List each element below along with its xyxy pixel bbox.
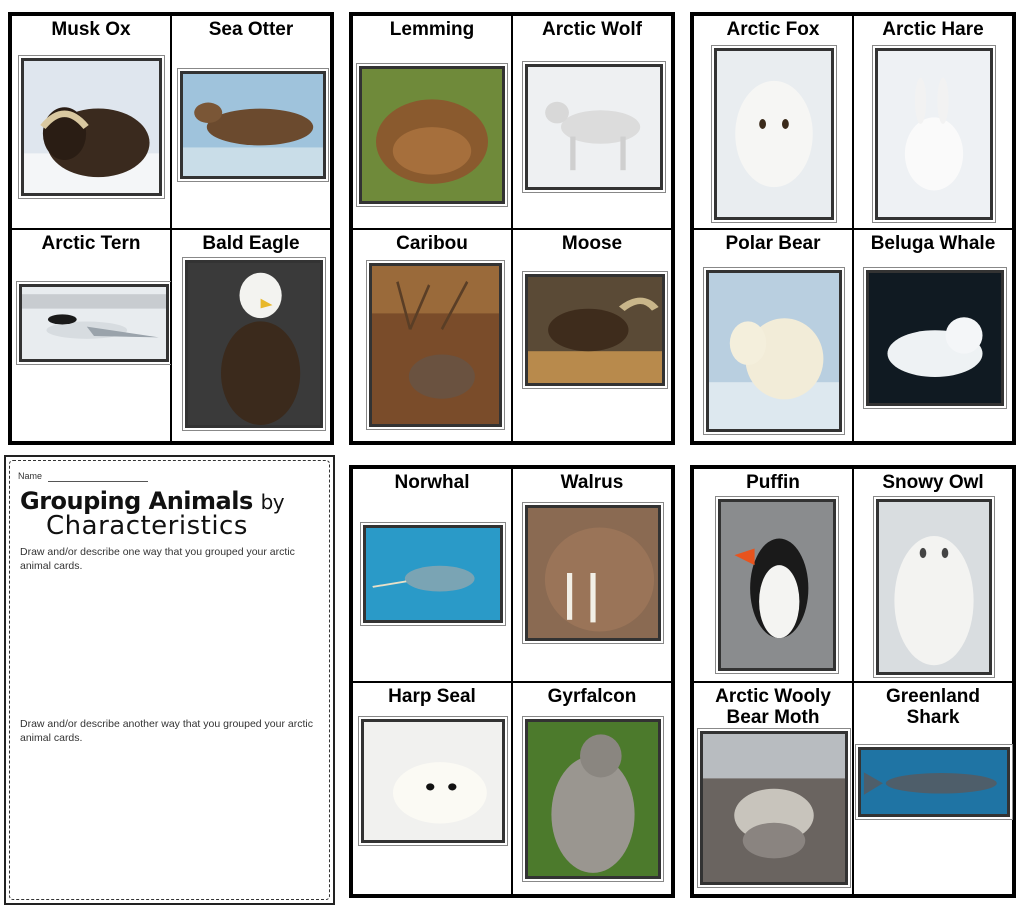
card-title: Gyrfalcon (547, 685, 637, 707)
card-title: Arctic Wooly Bear Moth (715, 685, 831, 728)
card-musk-ox (11, 15, 171, 229)
moose-photo (525, 274, 665, 386)
lemming-photo (359, 66, 505, 204)
harp-seal-photo (361, 719, 505, 843)
name-line (48, 481, 148, 482)
snowy-owl-photo (876, 499, 992, 675)
card-title: Polar Bear (725, 232, 821, 254)
card-polar-bear (693, 229, 853, 443)
card-title: Bald Eagle (202, 232, 300, 254)
norwhal-photo (363, 525, 503, 623)
polar-bear-photo (706, 270, 842, 432)
card-sea-otter (171, 15, 331, 229)
musk-ox-photo (21, 58, 162, 196)
card-title: Snowy Owl (882, 472, 984, 493)
caribou-photo (369, 263, 502, 427)
greenland-shark-photo (858, 747, 1010, 817)
title-word-1: Grouping Animals (20, 487, 253, 515)
card-title: Lemming (389, 19, 475, 40)
card-lemming (352, 15, 512, 229)
puffin-photo (718, 499, 836, 671)
card-beluga-whale (853, 229, 1013, 443)
card-title: Walrus (560, 472, 624, 493)
card-arctic-wooly-bear-moth (693, 682, 853, 896)
card-moose (512, 229, 672, 443)
beluga-whale-photo (866, 270, 1004, 406)
card-title: Greenland Shark (886, 685, 980, 728)
card-title: Puffin (746, 472, 800, 493)
title-word-2: by (260, 490, 285, 514)
card-arctic-wolf (512, 15, 672, 229)
walrus-photo (525, 505, 661, 641)
arctic-wolf-photo (525, 64, 663, 190)
card-arctic-hare (853, 15, 1013, 229)
card-title: Arctic Wolf (542, 19, 642, 40)
card-panel-4 (349, 465, 675, 898)
card-gyrfalcon (512, 682, 672, 896)
card-title: Arctic Fox (726, 19, 820, 40)
card-title: Moose (561, 232, 623, 254)
card-panel-1 (8, 12, 334, 445)
card-title: Musk Ox (51, 19, 131, 40)
card-puffin (693, 468, 853, 682)
card-harp-seal (352, 682, 512, 896)
instruction-2: Draw and/or describe another way that you grouped your arctic animal cards. (20, 718, 313, 744)
card-title: Harp Seal (388, 685, 476, 707)
card-title: Sea Otter (208, 19, 294, 40)
card-snowy-owl (853, 468, 1013, 682)
instruction-1: Draw and/or describe one way that you grouped your arctic animal cards. (20, 546, 295, 572)
arctic-tern-photo (19, 284, 169, 362)
worksheet-subtitle: Characteristics (46, 511, 248, 541)
card-title: Norwhal (394, 472, 470, 493)
bald-eagle-photo (185, 260, 323, 428)
card-caribou (352, 229, 512, 443)
card-greenland-shark (853, 682, 1013, 896)
arctic-fox-photo (714, 48, 834, 220)
card-arctic-tern (11, 229, 171, 443)
card-norwhal (352, 468, 512, 682)
card-panel-5 (690, 465, 1016, 898)
card-bald-eagle (171, 229, 331, 443)
card-panel-2 (349, 12, 675, 445)
name-label: Name (18, 471, 43, 481)
worksheet (4, 455, 335, 905)
sea-otter-photo (180, 71, 326, 179)
card-title: Arctic Tern (41, 232, 141, 254)
gyrfalcon-photo (525, 719, 661, 879)
card-arctic-fox (693, 15, 853, 229)
card-walrus (512, 468, 672, 682)
arctic-wooly-bear-moth-photo (700, 731, 848, 885)
card-panel-3 (690, 12, 1016, 445)
card-title: Caribou (396, 232, 468, 254)
card-title: Arctic Hare (882, 19, 984, 40)
arctic-hare-photo (875, 48, 993, 220)
card-title: Beluga Whale (870, 232, 996, 254)
